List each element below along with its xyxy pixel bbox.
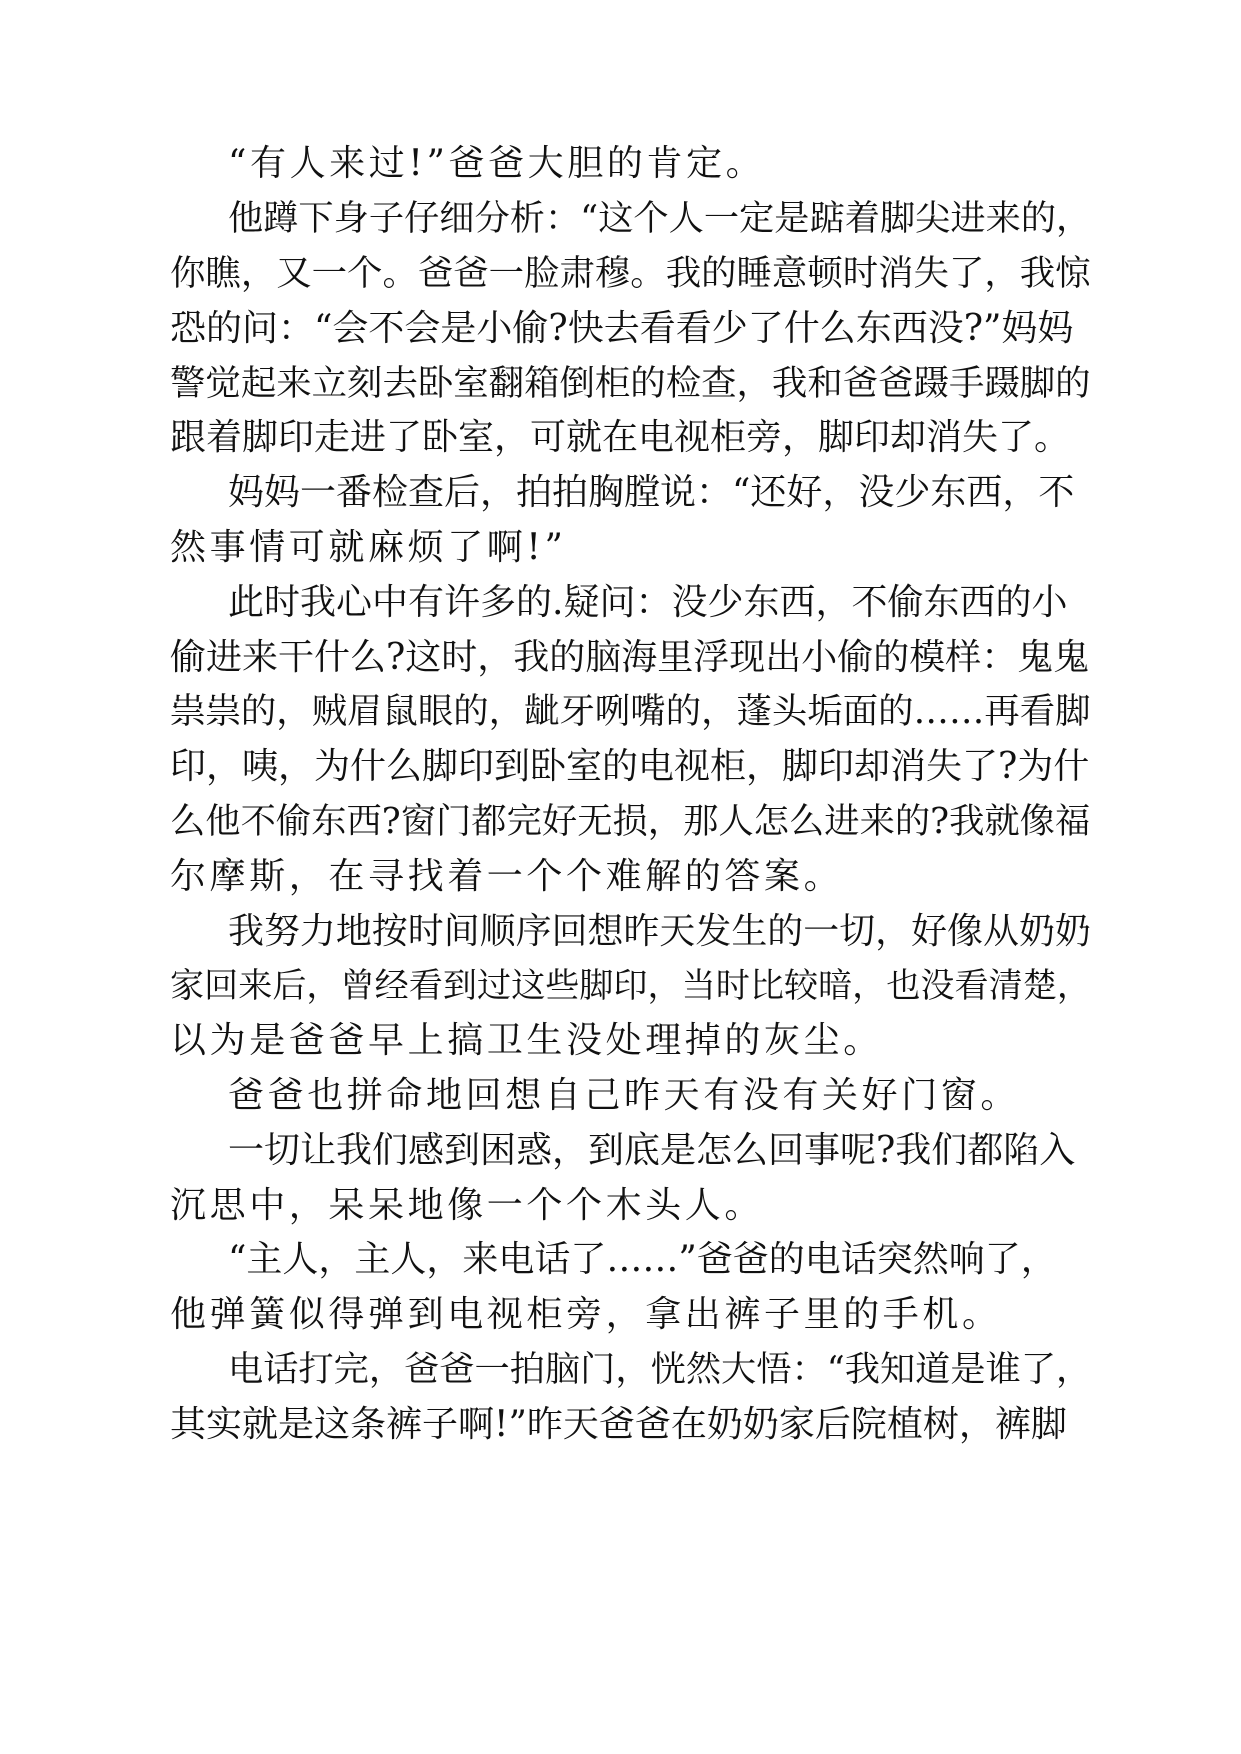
text-line: 电话打完，爸爸一拍脑门，恍然大悟：“我知道是谁了，: [228, 1349, 1092, 1390]
text-line: 妈妈一番检查后，拍拍胸膛说：“还好，没少东西，不: [228, 472, 1075, 513]
text-line: “主人，主人，来电话了……”爸爸的电话突然响了，: [228, 1239, 1057, 1280]
text-line: 么他不偷东西?窗门都完好无损，那人怎么进来的?我就像福: [170, 801, 1091, 842]
text-line: 此时我心中有许多的.疑问：没少东西，不偷东西的小: [228, 582, 1068, 623]
text-line: 其实就是这条裤子啊!”昨天爸爸在奶奶家后院植树，裤脚: [170, 1404, 1067, 1445]
text-line: 偷进来干什么?这时，我的脑海里浮现出小偷的模样：鬼鬼: [170, 637, 1090, 678]
text-line: “有人来过!”爸爸大胆的肯定。: [228, 143, 766, 184]
text-line: 以为是爸爸早上搞卫生没处理掉的灰尘。: [170, 1020, 883, 1061]
text-line: 沉思中，呆呆地像一个个木头人。: [170, 1185, 765, 1226]
text-line: 印，咦，为什么脚印到卧室的电视柜，脚印却消失了?为什: [170, 746, 1090, 787]
text-line: 祟祟的，贼眉鼠眼的，龇牙咧嘴的，蓬头垢面的……再看脚: [170, 691, 1091, 732]
text-line: 一切让我们感到困惑，到底是怎么回事呢?我们都陷入: [228, 1130, 1076, 1171]
text-line: 家回来后，曾经看到过这些脚印，当时比较暗，也没看清楚，: [170, 966, 1091, 1006]
text-line: 他弹簧似得弹到电视柜旁，拿出裤子里的手机。: [170, 1294, 1002, 1335]
text-line: 警觉起来立刻去卧室翻箱倒柜的检查，我和爸爸蹑手蹑脚的: [170, 363, 1091, 404]
text-line: 然事情可就麻烦了啊!”: [170, 527, 567, 568]
text-line: 我努力地按时间顺序回想昨天发生的一切，好像从奶奶: [228, 911, 1091, 952]
text-line: 尔摩斯，在寻找着一个个难解的答案。: [170, 856, 844, 897]
text-line: 他蹲下身子仔细分析：“这个人一定是踮着脚尖进来的，: [228, 198, 1092, 239]
text-line: 跟着脚印走进了卧室，可就在电视柜旁，脚印却消失了。: [170, 417, 1071, 458]
text-line: 恐的问：“会不会是小偷?快去看看少了什么东西没?”妈妈: [170, 308, 1074, 349]
text-line: 你瞧，又一个。爸爸一脸肃穆。我的睡意顿时消失了，我惊: [170, 253, 1091, 294]
text-line: 爸爸也拼命地回想自己昨天有没有关好门窗。: [228, 1075, 1021, 1116]
